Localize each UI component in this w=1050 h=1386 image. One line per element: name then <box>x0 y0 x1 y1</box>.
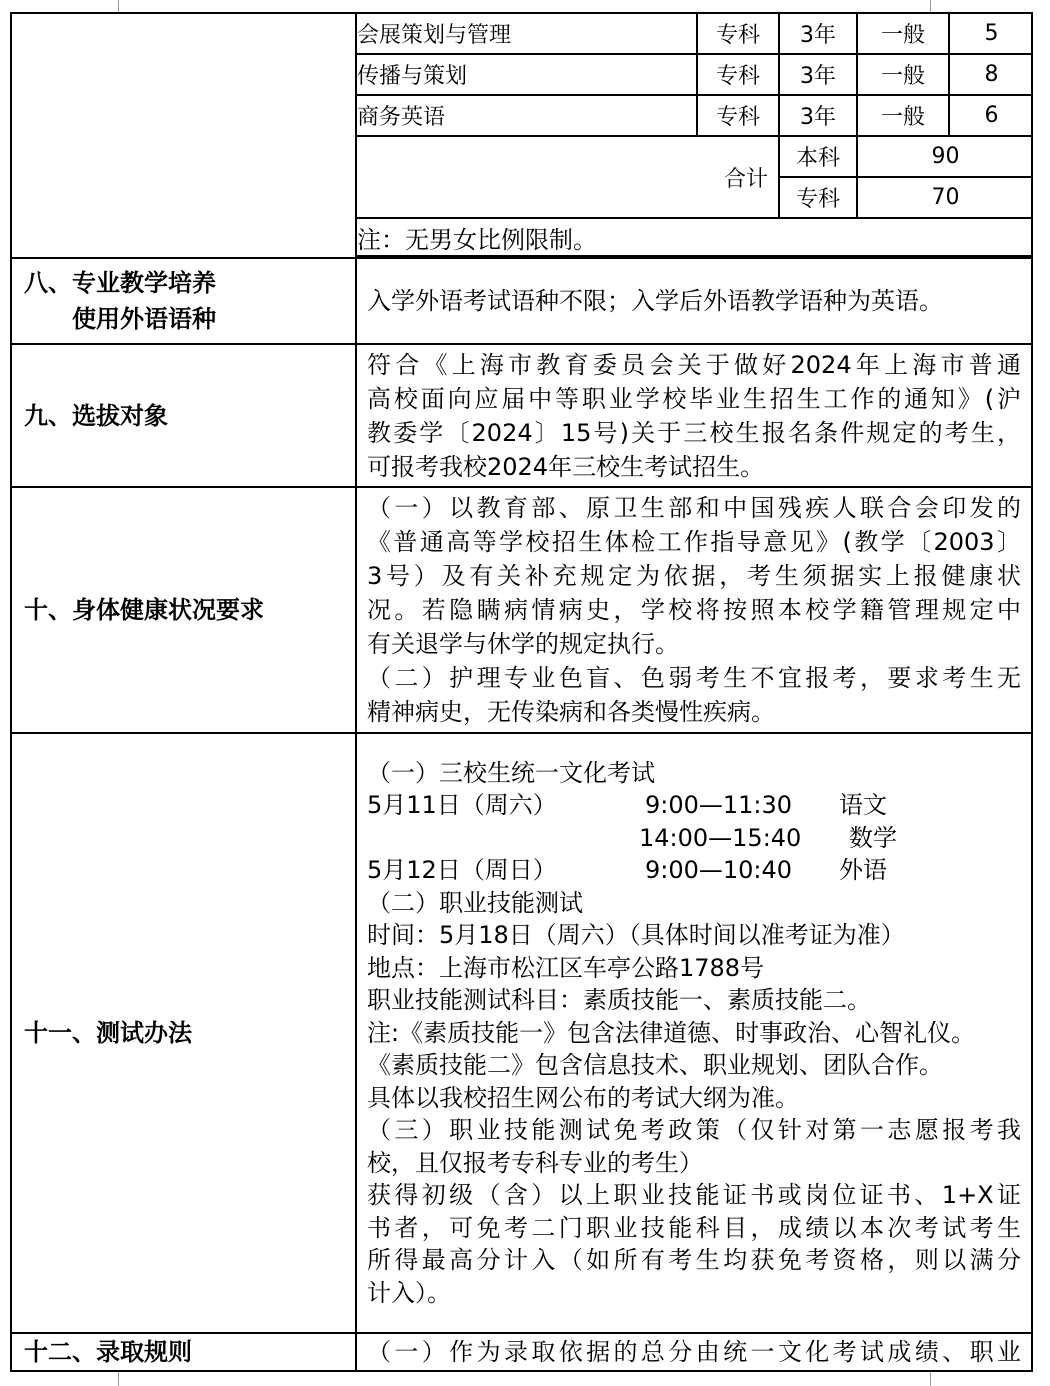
section-content <box>356 344 1032 487</box>
content-line: （一）作为录取依据的总分由统一文化考试成绩、职业 <box>367 1338 1021 1366</box>
totals-row <box>357 136 1033 177</box>
section-row <box>11 733 1032 1333</box>
section-row <box>11 344 1032 487</box>
content-line: 教委学〔2024〕15号)关于三校生报名条件规定的考生， <box>367 418 1021 447</box>
content-line: 地点：上海市松江区车亭公路1788号 <box>367 953 765 982</box>
schedule-date <box>367 822 639 855</box>
schedule-time: 9:00—11:30 <box>645 791 793 820</box>
majors-label-cell <box>11 13 356 258</box>
majors-row <box>11 13 1032 258</box>
content-line: （一）三校生统一文化考试 <box>367 758 655 787</box>
content-line: 校，且仅报考专科专业的考生） <box>367 1148 703 1177</box>
section-label: 十一、测试办法 <box>11 733 356 1333</box>
major-years: 3年 <box>779 54 857 95</box>
content-line: 《普通高等学校招生体检工作指导意见》(教学〔2003〕 <box>367 528 1021 556</box>
totals-count: 90 <box>857 136 1033 177</box>
major-count: 8 <box>949 54 1033 95</box>
content-line: （二）职业技能测试 <box>367 888 583 917</box>
content-line: 所得最高分计入（如所有考生均获免考资格，则以满分 <box>367 1246 1021 1275</box>
section-row <box>11 1333 1032 1371</box>
schedule-row <box>367 789 1021 822</box>
content-line: 入学外语考试语种不限；入学后外语教学语种为英语。 <box>367 287 943 315</box>
totals-label: 合计 <box>357 136 779 218</box>
page-corner-mark <box>118 1372 119 1386</box>
content-line: 可报考我校2024年三校生考试招生。 <box>367 452 765 481</box>
major-level: 专科 <box>697 95 779 136</box>
schedule-row <box>367 822 1021 855</box>
totals-level: 本科 <box>779 136 857 177</box>
schedule-subject: 语文 <box>839 791 887 820</box>
major-name: 传播与策划 <box>357 54 697 95</box>
section-label: 九、选拔对象 <box>11 344 356 487</box>
schedule-date: 5月12日（周日） <box>367 856 557 885</box>
section-content <box>356 1333 1032 1371</box>
content-line: 具体以我校招生网公布的考试大纲为准。 <box>367 1083 799 1112</box>
schedule-time: 14:00—15:40 <box>639 823 802 852</box>
major-name: 商务英语 <box>357 95 697 136</box>
content-line: 获得初级（含）以上职业技能证书或岗位证书、1+X证 <box>367 1181 1021 1210</box>
gender-note: 注：无男女比例限制。 <box>357 218 1033 256</box>
content-line: 注:《素质技能一》包含法律道德、时事政治、心智礼仪。 <box>367 1018 976 1047</box>
section-content <box>356 258 1032 344</box>
content-line: 精神病史，无传染病和各类慢性疾病。 <box>367 698 775 726</box>
section-label: 十二、录取规则 <box>11 1333 356 1371</box>
section-row <box>11 487 1032 733</box>
major-count: 5 <box>949 14 1033 54</box>
page-corner-mark <box>930 1372 931 1386</box>
schedule-time: 9:00—10:40 <box>645 856 793 885</box>
content-line: （二）护理专业色盲、色弱考生不宜报考，要求考生无 <box>367 664 1021 692</box>
content-line: （一）以教育部、原卫生部和中国残疾人联合会印发的 <box>367 494 1021 522</box>
schedule-subject: 数学 <box>849 823 897 852</box>
section-content <box>356 733 1032 1333</box>
content-line: 3号）及有关补充规定为依据，考生须据实上报健康状 <box>367 562 1021 590</box>
major-level: 专科 <box>697 54 779 95</box>
content-line: 《素质技能二》包含信息技术、职业规划、团队合作。 <box>367 1051 943 1080</box>
content-line: 职业技能测试科目：素质技能一、素质技能二。 <box>367 986 871 1015</box>
major-years: 3年 <box>779 14 857 54</box>
section-label-line: 八、专业教学培养 <box>24 269 216 297</box>
schedule-date: 5月11日（周六） <box>367 791 557 820</box>
major-category: 一般 <box>857 95 949 136</box>
gender-note-row <box>357 218 1033 256</box>
section-content <box>356 487 1032 733</box>
schedule-row <box>367 854 1021 887</box>
major-row <box>357 54 1033 95</box>
content-line: 书者，可免考二门职业技能科目，成绩以本次考试考生 <box>367 1213 1021 1242</box>
schedule-subject: 外语 <box>839 856 887 885</box>
content-line: 计入）。 <box>367 1278 451 1307</box>
totals-count: 70 <box>857 177 1033 218</box>
section-label <box>11 258 356 344</box>
section-label-line: 使用外语语种 <box>72 305 216 333</box>
content-line: 高校面向应届中等职业学校毕业生招生工作的通知》(沪 <box>367 384 1021 413</box>
major-row <box>357 14 1033 54</box>
majors-cell <box>356 13 1032 258</box>
section-label: 十、身体健康状况要求 <box>11 487 356 733</box>
content-line: 时间：5月18日（周六）（具体时间以准考证为准） <box>367 921 905 950</box>
major-category: 一般 <box>857 54 949 95</box>
major-category: 一般 <box>857 14 949 54</box>
content-line: 符合《上海市教育委员会关于做好2024年上海市普通 <box>367 350 1021 379</box>
content-line: 况。若隐瞒病情病史，学校将按照本校学籍管理规定中 <box>367 596 1021 624</box>
major-count: 6 <box>949 95 1033 136</box>
section-row <box>11 258 1032 344</box>
major-level: 专科 <box>697 14 779 54</box>
major-name: 会展策划与管理 <box>357 14 697 54</box>
major-years: 3年 <box>779 95 857 136</box>
admission-info-table <box>10 12 1033 1372</box>
content-line: （三）职业技能测试免考政策（仅针对第一志愿报考我 <box>367 1116 1021 1145</box>
major-row <box>357 95 1033 136</box>
content-line: 有关退学与休学的规定执行。 <box>367 630 679 658</box>
majors-table <box>357 14 1033 257</box>
totals-level: 专科 <box>779 177 857 218</box>
